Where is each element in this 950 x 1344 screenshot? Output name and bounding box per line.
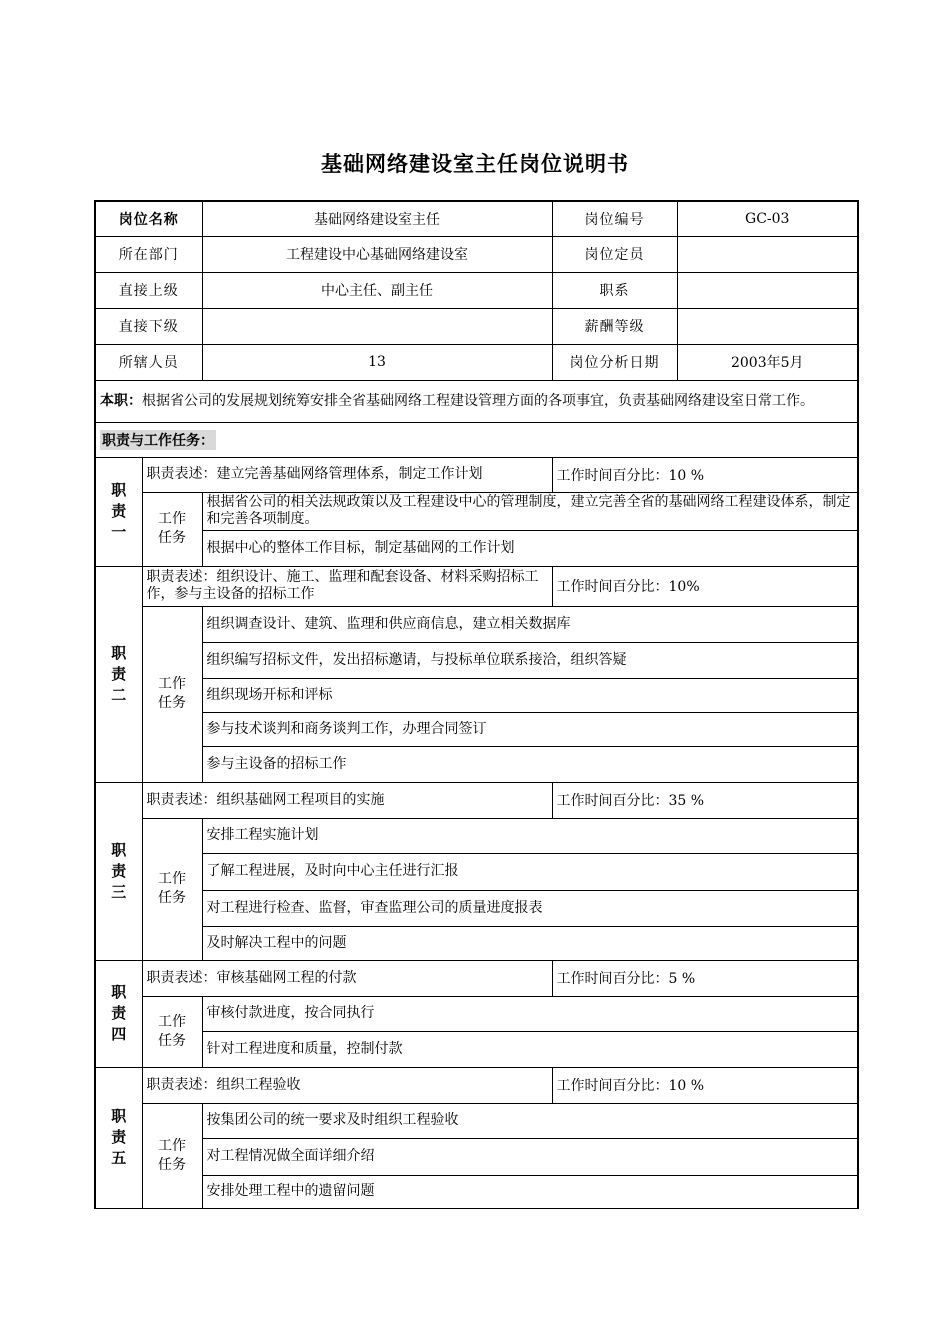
duty-task-row <box>95 712 858 746</box>
position-name-value: 基础网络建设室主任 <box>202 201 552 236</box>
row-position-name <box>95 201 858 236</box>
task-item: 及时解决工程中的问题 <box>202 926 858 960</box>
salary-grade-value <box>677 308 858 344</box>
task-label <box>142 606 202 782</box>
task-item: 对工程进行检查、监督，审查监理公司的质量进度报表 <box>202 890 858 926</box>
task-item: 组织现场开标和评标 <box>202 678 858 712</box>
task-label-text: 工作 任务 <box>158 1137 186 1173</box>
duty-task-row <box>95 1175 858 1208</box>
duty-name <box>95 457 142 566</box>
row-department <box>95 236 858 272</box>
analysis-date-value: 2003年5月 <box>677 344 858 380</box>
duty-time-percent: 工作时间百分比：35 % <box>552 782 858 818</box>
department-label: 所在部门 <box>95 236 202 272</box>
duty-name-text: 职 责 一 <box>111 481 127 541</box>
duty-name <box>95 1067 142 1208</box>
duty-statement: 职责表述：组织基础网工程项目的实施 <box>142 782 552 818</box>
task-item: 组织编写招标文件，发出招标邀请，与投标单位联系接洽，组织答疑 <box>202 642 858 678</box>
duty-time-percent: 工作时间百分比：10% <box>552 566 858 606</box>
duties-heading: 职责与工作任务： <box>100 430 216 450</box>
task-label <box>142 1103 202 1208</box>
job-description-table <box>94 200 859 1209</box>
duty-name <box>95 960 142 1067</box>
task-label-text: 工作 任务 <box>158 511 186 546</box>
staff-label: 所辖人员 <box>95 344 202 380</box>
task-item: 针对工程进度和质量，控制付款 <box>202 1031 858 1067</box>
task-label-text: 工作 任务 <box>158 1013 186 1049</box>
duty-time-percent: 工作时间百分比：5 % <box>552 960 858 996</box>
staff-value: 13 <box>202 344 552 380</box>
task-item: 安排处理工程中的遗留问题 <box>202 1175 858 1208</box>
duty-statement: 职责表述：组织工程验收 <box>142 1067 552 1103</box>
duty-task-row <box>95 606 858 642</box>
duty-name <box>95 566 142 782</box>
duty-time-percent: 工作时间百分比：10 % <box>552 1067 858 1103</box>
superior-value: 中心主任、副主任 <box>202 272 552 308</box>
duty-statement-row <box>95 566 858 606</box>
duty-task-row <box>95 1138 858 1175</box>
task-item: 参与技术谈判和商务谈判工作，办理合同签订 <box>202 712 858 746</box>
duty-task-row <box>95 746 858 782</box>
task-label-text: 工作 任务 <box>158 676 186 711</box>
duty-statement: 职责表述：审核基础网工程的付款 <box>142 960 552 996</box>
row-staff <box>95 344 858 380</box>
task-item: 安排工程实施计划 <box>202 818 858 853</box>
summary-text: 根据省公司的发展规划统筹安排全省基础网络工程建设管理方面的各项事宜，负责基础网络建设室日常工作。 <box>142 392 814 409</box>
duty-statement-row <box>95 960 858 996</box>
duty-task-row <box>95 678 858 712</box>
duty-task-row <box>95 890 858 926</box>
duty-task-row <box>95 642 858 678</box>
task-item: 按集团公司的统一要求及时组织工程验收 <box>202 1103 858 1138</box>
duty-task-row <box>95 1031 858 1067</box>
position-code-label: 岗位编号 <box>552 201 677 236</box>
salary-grade-label: 薪酬等级 <box>552 308 677 344</box>
duty-statement: 职责表述：组织设计、施工、监理和配套设备、材料采购招标工作，参与主设备的招标工作 <box>142 566 552 606</box>
duty-statement-row <box>95 457 858 492</box>
department-value: 工程建设中心基础网络建设室 <box>202 236 552 272</box>
summary-cell <box>95 380 858 422</box>
duty-name <box>95 782 142 960</box>
task-item: 根据省公司的相关法规政策以及工程建设中心的管理制度，建立完善全省的基础网络工程建设体系，制定和完善各项制度。 <box>202 492 858 530</box>
position-name-label: 岗位名称 <box>95 201 202 236</box>
task-item: 审核付款进度，按合同执行 <box>202 996 858 1031</box>
duty-name-text: 职 责 五 <box>111 1107 127 1167</box>
duty-name-text: 职 责 三 <box>111 840 127 901</box>
headcount-label: 岗位定员 <box>552 236 677 272</box>
task-label <box>142 818 202 960</box>
duty-task-row <box>95 492 858 530</box>
duty-task-row <box>95 853 858 890</box>
row-subordinate <box>95 308 858 344</box>
duty-task-row <box>95 926 858 960</box>
subordinate-value <box>202 308 552 344</box>
superior-label: 直接上级 <box>95 272 202 308</box>
row-superior <box>95 272 858 308</box>
task-item: 了解工程进展，及时向中心主任进行汇报 <box>202 853 858 890</box>
task-label <box>142 492 202 566</box>
position-code-value: GC-03 <box>677 201 858 236</box>
duty-statement-row <box>95 1067 858 1103</box>
task-item: 参与主设备的招标工作 <box>202 746 858 782</box>
row-summary <box>95 380 858 422</box>
task-item: 组织调查设计、建筑、监理和供应商信息，建立相关数据库 <box>202 606 858 642</box>
duties-heading-cell <box>95 422 858 457</box>
analysis-date-label: 岗位分析日期 <box>552 344 677 380</box>
task-item: 对工程情况做全面详细介绍 <box>202 1138 858 1175</box>
summary-label: 本职： <box>100 392 142 409</box>
job-family-label: 职系 <box>552 272 677 308</box>
duty-task-row <box>95 996 858 1031</box>
row-duties-heading <box>95 422 858 457</box>
duty-name-text: 职 责 四 <box>111 983 127 1043</box>
duty-task-row <box>95 530 858 566</box>
duty-task-row <box>95 1103 858 1138</box>
task-item: 根据中心的整体工作目标，制定基础网的工作计划 <box>202 530 858 566</box>
task-label-text: 工作 任务 <box>158 871 186 906</box>
duty-task-row <box>95 818 858 853</box>
duty-time-percent: 工作时间百分比：10 % <box>552 457 858 492</box>
job-family-value <box>677 272 858 308</box>
task-label <box>142 996 202 1067</box>
headcount-value <box>677 236 858 272</box>
subordinate-label: 直接下级 <box>95 308 202 344</box>
duty-statement-row <box>95 782 858 818</box>
duty-name-text: 职 责 二 <box>111 643 127 704</box>
page-title: 基础网络建设室主任岗位说明书 <box>321 152 629 176</box>
duty-statement: 职责表述：建立完善基础网络管理体系，制定工作计划 <box>142 457 552 492</box>
